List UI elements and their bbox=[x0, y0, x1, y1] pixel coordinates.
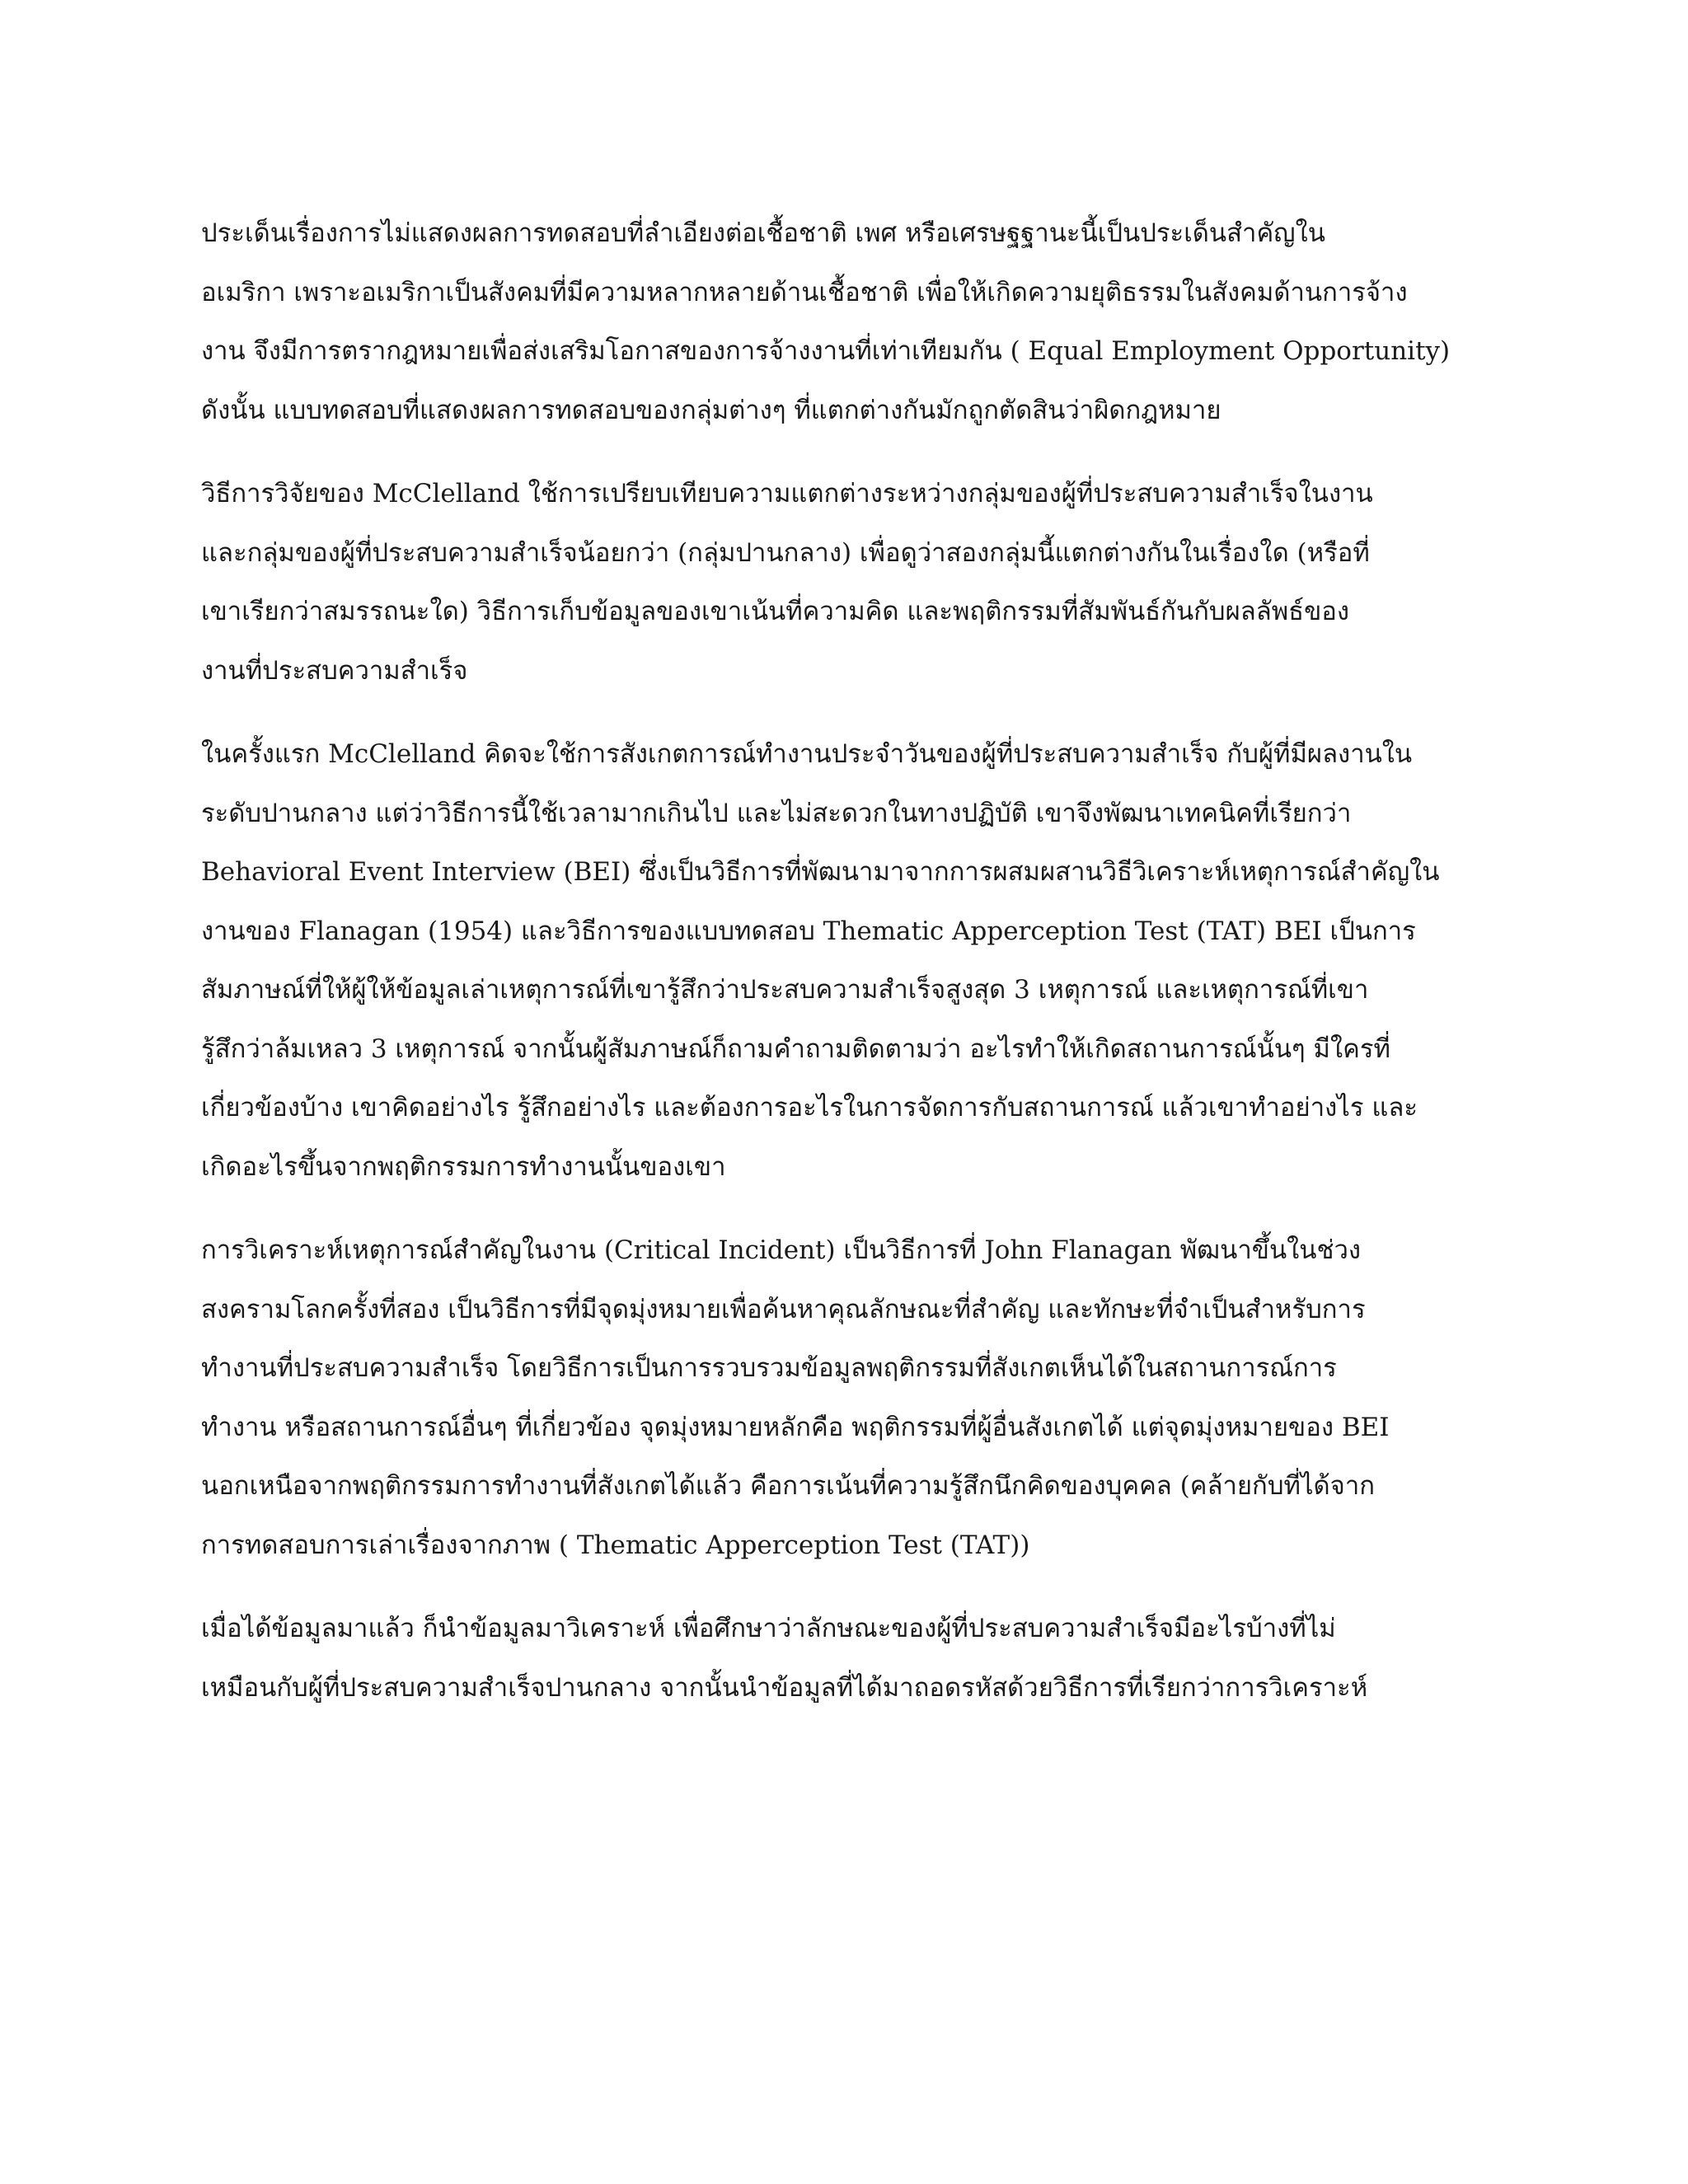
text-line: สัมภาษณ์ที่ให้ผู้ให้ข้อมูลเล่าเหตุการณ์ที่เขารู้สึกว่าประสบความสำเร็จสูงสุด 3 เหตุการณ์ และเหตุการณ์ที่เขา bbox=[201, 975, 1369, 1005]
text-line: เมื่อได้ข้อมูลมาแล้ว ก็นำข้อมูลมาวิเคราะห์ เพื่อศึกษาว่าลักษณะของผู้ที่ประสบความสำเร็จมีอะไรบ้างที่ไม่ bbox=[201, 1614, 1336, 1643]
text-line: และกลุ่มของผู้ที่ประสบความสำเร็จน้อยกว่า (กลุ่มปานกลาง) เพื่อดูว่าสองกลุ่มนี้แตกต่างกันในเรื่องใด (หรือที่ bbox=[201, 537, 1370, 568]
text-line: สงครามโลกครั้งที่สอง เป็นวิธีการที่มีจุดมุ่งหมายเพื่อค้นหาคุณลักษณะที่สำคัญ และทักษะที่จำเป็นสำหรับการ bbox=[201, 1294, 1366, 1324]
text-line: Behavioral Event Interview (BEI) ซึ่งเป็นวิธีการที่พัฒนามาจากการผสมผสานวิธีวิเคราะห์เหตุการณ์สำคัญใน bbox=[201, 857, 1440, 887]
text-line: ประเด็นเรื่องการไม่แสดงผลการทดสอบที่ลำเอียงต่อเชื้อชาติ เพศ หรือเศรษฐฐานะนี้เป็นประเด็นสำคัญใน bbox=[201, 218, 1325, 248]
text-line: ทำงาน หรือสถานการณ์อื่นๆ ที่เกี่ยวข้อง จุดมุ่งหมายหลักคือ พฤติกรรมที่ผู้อื่นสังเกตได้ แต่จุดมุ่งหมายของ BEI bbox=[201, 1412, 1390, 1442]
document-body bbox=[201, 204, 1536, 1742]
text-line: งานที่ประสบความสำเร็จ bbox=[201, 655, 468, 686]
text-line: วิธีการวิจัยของ McClelland ใช้การเปรียบเทียบความแตกต่างระหว่างกลุ่มของผู้ที่ประสบความสำเร็จในงาน bbox=[201, 479, 1373, 509]
paragraph-1 bbox=[201, 204, 1536, 440]
text-line: ดังนั้น แบบทดสอบที่แสดงผลการทดสอบของกลุ่มต่างๆ ที่แตกต่างกันมักถูกตัดสินว่าผิดกฎหมาย bbox=[201, 395, 1221, 425]
text-line: งาน จึงมีการตรากฎหมายเพื่อส่งเสริมโอกาสของการจ้างงานที่เท่าเทียมกัน ( Equal Employment Opportunity) bbox=[201, 336, 1451, 366]
text-line: งานของ Flanagan (1954) และวิธีการของแบบทดสอบ Thematic Apperception Test (TAT) BEI เป็นการ bbox=[201, 916, 1416, 946]
text-line: นอกเหนือจากพฤติกรรมการทำงานที่สังเกตได้แล้ว คือการเน้นที่ความรู้สึกนึกคิดของบุคคล (คล้ายกับที่ได้จาก bbox=[201, 1471, 1376, 1501]
paragraph-4 bbox=[201, 1221, 1536, 1575]
paragraph-2 bbox=[201, 465, 1536, 701]
text-line: เกิดอะไรขึ้นจากพฤติกรรมการทำงานนั้นของเขา bbox=[201, 1151, 726, 1182]
text-line: ในครั้งแรก McClelland คิดจะใช้การสังเกตการณ์ทำงานประจำวันของผู้ที่ประสบความสำเร็จ กับผู้ที่มีผลงานใน bbox=[201, 739, 1413, 769]
text-line: ทำงานที่ประสบความสำเร็จ โดยวิธีการเป็นการรวบรวมข้อมูลพฤติกรรมที่สังเกตเห็นได้ในสถานการณ์การ bbox=[201, 1353, 1337, 1383]
paragraph-5 bbox=[201, 1600, 1536, 1718]
text-line: อเมริกา เพราะอเมริกาเป็นสังคมที่มีความหลากหลายด้านเชื้อชาติ เพื่อให้เกิดความยุติธรรมในสังคมด้านการจ้าง bbox=[201, 277, 1408, 307]
text-line: รู้สึกว่าล้มเหลว 3 เหตุการณ์ จากนั้นผู้สัมภาษณ์ก็ถามคำถามติดตามว่า อะไรทำให้เกิดสถานการณ์นั้นๆ มีใครที่ bbox=[201, 1033, 1390, 1064]
text-line: เขาเรียกว่าสมรรถนะใด) วิธีการเก็บข้อมูลของเขาเน้นที่ความคิด และพฤติกรรมที่สัมพันธ์กันกับผลลัพธ์ของ bbox=[201, 597, 1350, 626]
text-line: การวิเคราะห์เหตุการณ์สำคัญในงาน (Critical Incident) เป็นวิธีการที่ John Flanagan พัฒนาขึ้นในช่วง bbox=[201, 1235, 1362, 1265]
text-line: เกี่ยวข้องบ้าง เขาคิดอย่างไร รู้สึกอย่างไร และต้องการอะไรในการจัดการกับสถานการณ์ แล้วเขาทำอย่างไร และ bbox=[201, 1093, 1418, 1122]
text-line: ระดับปานกลาง แต่ว่าวิธีการนี้ใช้เวลามากเกินไป และไม่สะดวกในทางปฏิบัติ เขาจึงพัฒนาเทคนิคที่เรียกว่า bbox=[201, 798, 1352, 828]
text-line: เหมือนกับผู้ที่ประสบความสำเร็จปานกลาง จากนั้นนำข้อมูลที่ได้มาถอดรหัสด้วยวิธีการที่เรียกว่าการวิเคราะห์ bbox=[201, 1672, 1368, 1703]
paragraph-3 bbox=[201, 725, 1536, 1197]
text-line: การทดสอบการเล่าเรื่องจากภาพ ( Thematic Apperception Test (TAT)) bbox=[201, 1530, 1030, 1560]
